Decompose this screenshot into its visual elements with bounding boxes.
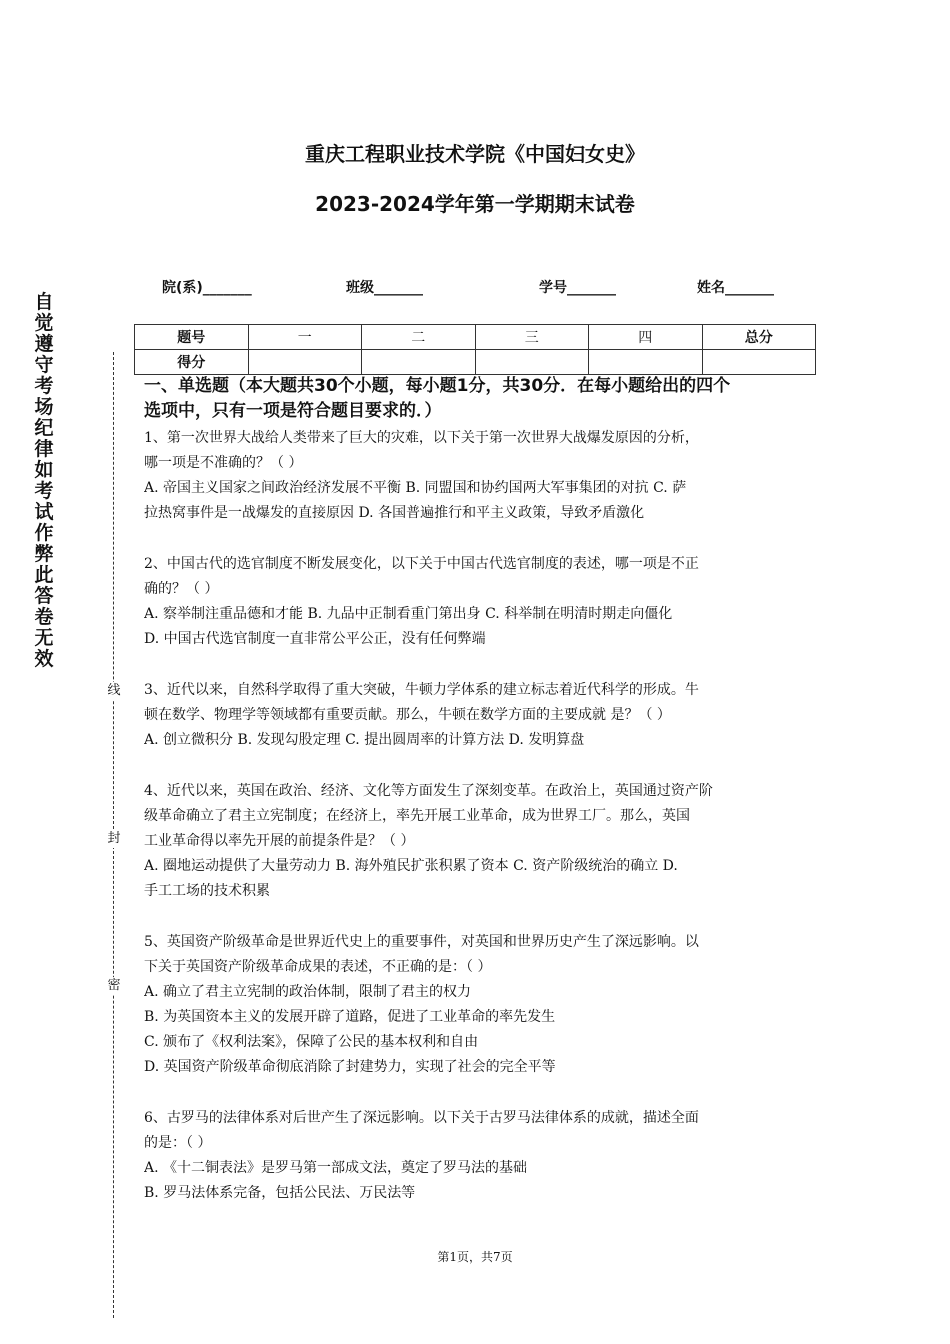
exam-title-line2: 2023-2024学年第一学期期末试卷 [315, 192, 635, 216]
section-title-line: 一、单选题（本大题共30个小题，每小题1分，共30分．在每小题给出的四个 [144, 376, 731, 396]
option-line: 拉热窝事件是一战爆发的直接原因 D. 各国普遍推行和平主义政策，导致矛盾激化 [144, 505, 645, 521]
option-line: D. 英国资产阶级革命彻底消除了封建势力，实现了社会的完全平等 [144, 1059, 556, 1075]
score-header-cell: 二 [362, 325, 476, 350]
option-line: A. 察举制注重品德和才能 B. 九品中正制看重门第出身 C. 科举制在明清时期走向僵化 [144, 606, 673, 622]
question-line: 顿在数学、物理学等领域都有重要贡献。那么，牛顿在数学方面的主要成就 是？（ ） [144, 707, 671, 723]
option-line: A. 创立微积分 B. 发现勾股定理 C. 提出圆周率的计算方法 D. 发明算盘 [144, 732, 585, 748]
score-header-cell: 三 [475, 325, 589, 350]
seal-mark-xian: 线 [104, 682, 124, 700]
question-line: 2、中国古代的选官制度不断发展变化，以下关于中国古代选官制度的表述，哪一项是不正 [144, 556, 699, 572]
question-2 [144, 552, 816, 652]
department-field[interactable]: 院(系)_______ [162, 280, 252, 296]
score-table [134, 324, 816, 375]
score-table-score-row [135, 350, 816, 375]
score-table-header-row [135, 325, 816, 350]
question-line: 级革命确立了君主立宪制度；在经济上，率先开展工业革命，成为世界工厂。那么，英国 [144, 808, 690, 824]
question-4 [144, 779, 816, 904]
student-id-field[interactable]: 学号_______ [539, 280, 616, 296]
option-line: D. 中国古代选官制度一直非常公平公正，没有任何弊端 [144, 631, 486, 647]
option-line: B. 罗马法体系完备，包括公民法、万民法等 [144, 1185, 416, 1201]
name-field[interactable]: 姓名_______ [697, 280, 774, 296]
question-line: 4、近代以来，英国在政治、经济、文化等方面发生了深刻变革。在政治上，英国通过资产阶 [144, 783, 713, 799]
option-line: B. 为英国资本主义的发展开辟了道路，促进了工业革命的率先发生 [144, 1009, 556, 1025]
question-line: 5、英国资产阶级革命是世界近代史上的重要事件，对英国和世界历史产生了深远影响。以 [144, 934, 699, 950]
question-line: 6、古罗马的法律体系对后世产生了深远影响。以下关于古罗马法律体系的成就，描述全面 [144, 1110, 699, 1126]
score-cell[interactable] [248, 350, 362, 375]
score-row-label: 得分 [135, 350, 249, 375]
question-line: 确的？（ ） [144, 581, 219, 597]
question-line: 3、近代以来，自然科学取得了重大突破，牛顿力学体系的建立标志着近代科学的形成。牛 [144, 682, 699, 698]
section-title [144, 374, 816, 424]
section-title-line: 选项中，只有一项是符合题目要求的．） [144, 401, 442, 421]
score-cell[interactable] [702, 350, 816, 375]
score-cell[interactable] [589, 350, 703, 375]
question-1 [144, 426, 816, 526]
option-line: A. 《十二铜表法》是罗马第一部成文法，奠定了罗马法的基础 [144, 1160, 528, 1176]
seal-mark-mi: 密 [104, 977, 124, 995]
question-line: 哪一项是不准确的？（ ） [144, 455, 303, 471]
score-header-cell: 四 [589, 325, 703, 350]
seal-mark-feng: 封 [104, 830, 124, 848]
option-line: C. 颁布了《权利法案》，保障了公民的基本权利和自由 [144, 1034, 479, 1050]
exam-title-line1: 重庆工程职业技术学院《中国妇女史》 [305, 142, 645, 166]
score-header-cell: 题号 [135, 325, 249, 350]
score-cell[interactable] [362, 350, 476, 375]
question-line: 1、第一次世界大战给人类带来了巨大的灾难，以下关于第一次世界大战爆发原因的分析， [144, 430, 699, 446]
option-line: A. 确立了君主立宪制的政治体制，限制了君主的权力 [144, 984, 472, 1000]
score-header-cell: 一 [248, 325, 362, 350]
question-5 [144, 930, 816, 1080]
option-line: 手工工场的技术积累 [144, 883, 270, 899]
score-cell[interactable] [475, 350, 589, 375]
question-6 [144, 1106, 816, 1206]
question-3 [144, 678, 816, 753]
question-line: 工业革命得以率先开展的前提条件是？（ ） [144, 833, 415, 849]
option-line: A. 圈地运动提供了大量劳动力 B. 海外殖民扩张积累了资本 C. 资产阶级统治的确立 D. [144, 858, 678, 874]
exam-discipline-notice: 自觉遵守考场纪律如考试作弊此答卷无效 [34, 291, 54, 670]
page-number: 第1页，共7页 [437, 1250, 513, 1264]
class-field[interactable]: 班级_______ [346, 280, 423, 296]
option-line: A. 帝国主义国家之间政治经济发展不平衡 B. 同盟国和协约国两大军事集团的对抗 C. 萨 [144, 480, 687, 496]
question-content [144, 374, 816, 1206]
question-line: 的是：（ ） [144, 1135, 212, 1151]
question-line: 下关于英国资产阶级革命成果的表述，不正确的是：（ ） [144, 959, 492, 975]
score-header-cell: 总分 [702, 325, 816, 350]
